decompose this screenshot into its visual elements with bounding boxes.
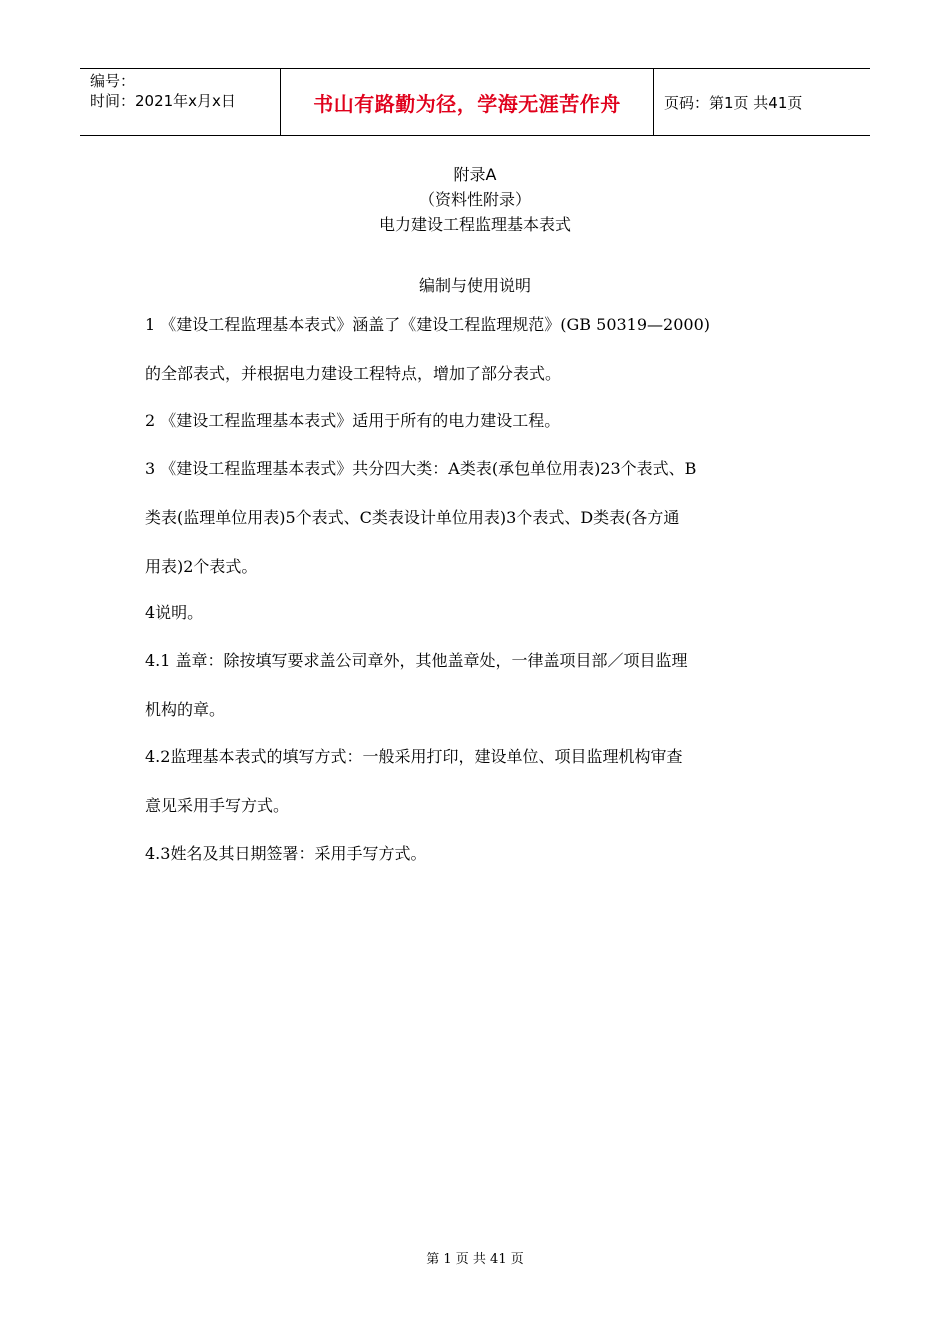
main-title: 电力建设工程监理基本表式 <box>378 215 571 234</box>
paragraph-line: 4.2监理基本表式的填写方式：一般采用打印，建设单位、项目监理机构审查 <box>145 747 683 766</box>
document-time-label: 时间：2021年x月x日 <box>90 92 236 110</box>
section-title: 编制与使用说明 <box>418 276 531 295</box>
paragraph-line: 2 《建设工程监理基本表式》适用于所有的电力建设工程。 <box>145 411 561 430</box>
document-number-label: 编号： <box>90 72 136 90</box>
header-page-cell <box>654 69 870 135</box>
paragraph-line: 类表(监理单位用表)5个表式、C类表设计单位用表)3个表式、D类表(各方通 <box>145 508 680 527</box>
paragraph-line: 用表)2个表式。 <box>145 557 258 576</box>
header-table <box>80 68 870 136</box>
header-motto-cell <box>281 69 654 135</box>
paragraph-line: 4说明。 <box>145 603 204 622</box>
paragraph-line: 1 《建设工程监理基本表式》涵盖了《建设工程监理规范》(GB 50319—2000) <box>145 315 710 334</box>
appendix-note: （资料性附录） <box>418 190 531 209</box>
header-page-info: 页码：第1页 共41页 <box>664 93 803 112</box>
footer-page-number: 第 1 页 共 41 页 <box>426 1252 524 1267</box>
header-meta-cell <box>80 69 281 135</box>
header-motto: 书山有路勤为径，学海无涯苦作舟 <box>313 91 621 116</box>
paragraph-line: 4.1 盖章：除按填写要求盖公司章外，其他盖章处，一律盖项目部／项目监理 <box>145 651 688 670</box>
appendix-title: 附录A <box>453 165 497 184</box>
paragraph-line: 3 《建设工程监理基本表式》共分四大类：A类表(承包单位用表)23个表式、B <box>145 459 697 478</box>
paragraph-line: 机构的章。 <box>145 700 226 719</box>
paragraph-line: 意见采用手写方式。 <box>145 796 290 815</box>
paragraph-line: 的全部表式，并根据电力建设工程特点，增加了部分表式。 <box>145 364 562 383</box>
paragraph-line: 4.3姓名及其日期签署：采用手写方式。 <box>145 844 427 863</box>
